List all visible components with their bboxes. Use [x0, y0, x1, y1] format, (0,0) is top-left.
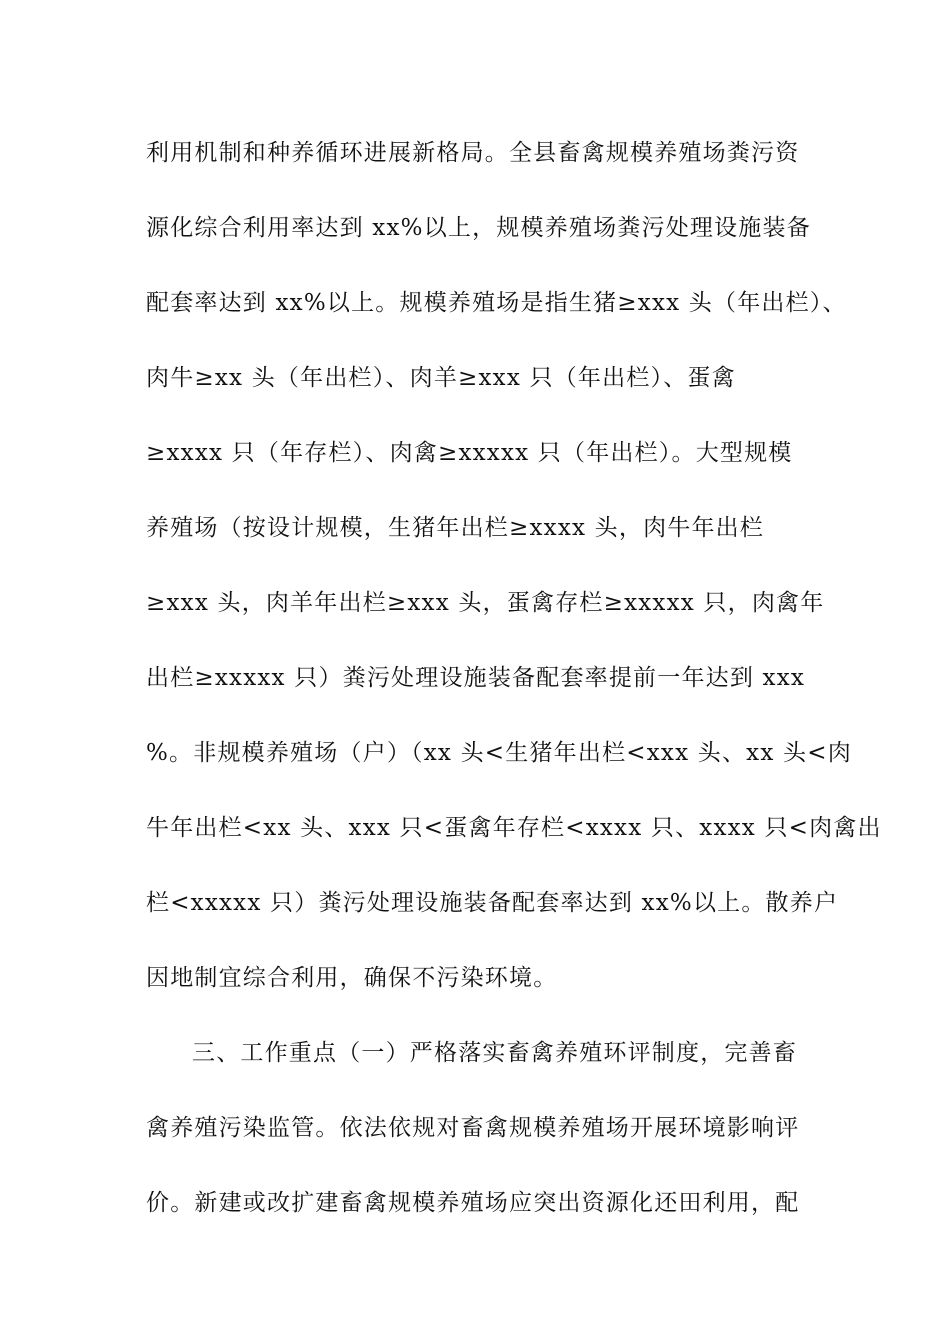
text-line: 肉牛≥xx 头（年出栏）、肉羊≥xxx 只（年出栏）、蛋禽 — [146, 365, 736, 391]
text-line: ≥xxxx 只（年存栏）、肉禽≥xxxxx 只（年出栏）。大型规模 — [146, 440, 793, 466]
text-line: 因地制宜综合利用，确保不污染环境。 — [146, 965, 558, 991]
text-line: 出栏≥xxxxx 只）粪污处理设施装备配套率提前一年达到 xxx — [146, 665, 806, 691]
text-line: 价。新建或改扩建畜禽规模养殖场应突出资源化还田利用，配 — [146, 1190, 800, 1216]
text-line: %。非规模养殖场（户）（xx 头<生猪年出栏<xxx 头、xx 头<肉 — [146, 740, 852, 766]
text-line: 栏<xxxxx 只）粪污处理设施装备配套率达到 xx%以上。散养户 — [146, 890, 839, 916]
text-line: 源化综合利用率达到 xx%以上，规模养殖场粪污处理设施装备 — [146, 215, 811, 241]
text-line: 利用机制和种养循环进展新格局。全县畜禽规模养殖场粪污资 — [146, 140, 800, 166]
text-line: 牛年出栏<xx 头、xxx 只<蛋禽年存栏<xxxx 只、xxxx 只<肉禽出 — [146, 815, 882, 841]
text-line: 禽养殖污染监管。依法依规对畜禽规模养殖场开展环境影响评 — [146, 1115, 800, 1141]
text-line: ≥xxx 头，肉羊年出栏≥xxx 头，蛋禽存栏≥xxxxx 只，肉禽年 — [146, 590, 825, 616]
section-heading-line: 三、工作重点（一）严格落实畜禽养殖环评制度，完善畜 — [192, 1040, 797, 1066]
text-line: 养殖场（按设计规模，生猪年出栏≥xxxx 头，肉牛年出栏 — [146, 515, 765, 541]
text-line: 配套率达到 xx%以上。规模养殖场是指生猪≥xxx 头（年出栏）、 — [146, 290, 847, 316]
